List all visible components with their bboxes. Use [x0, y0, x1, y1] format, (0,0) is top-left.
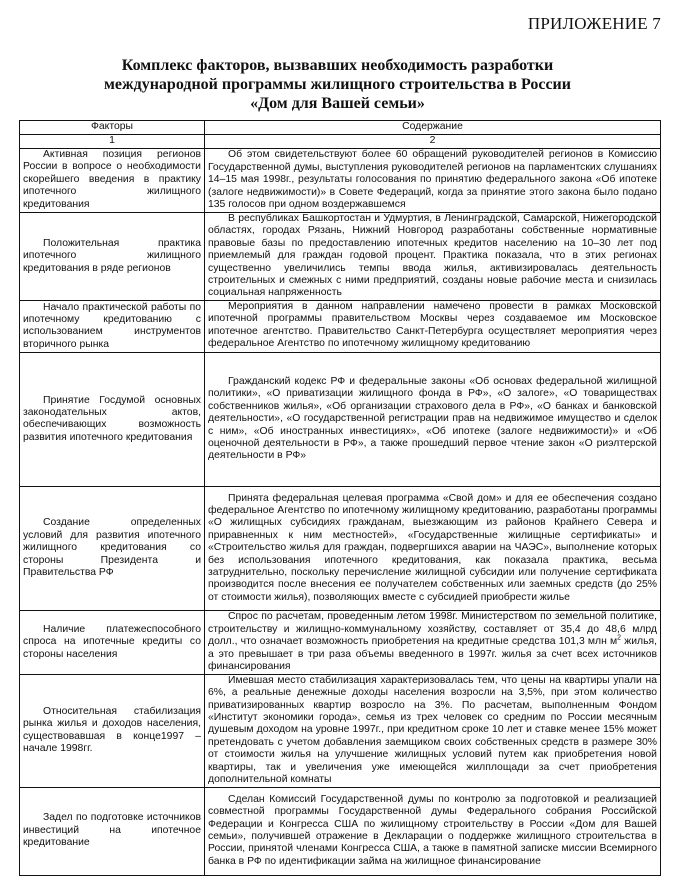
- appendix-label: ПРИЛОЖЕНИЕ 7: [527, 14, 661, 33]
- content-cell: [205, 213, 661, 301]
- content-text: Сделан Комиссий Государственной думы по контролю за подготовкой и реализацией совместной программы Государственной думы Федерального собрания Российской Федерации и Конгресса США по жилищному строительству в России «Дом для Вашей семьи», получившей отражение в Декларации о поддержке жилищного строительства в России, принятой членами Конгресса США, а также в памятной записке миссии Всемирного банка в РФ по идентификации займа на жилищное финансирование: [208, 793, 657, 867]
- column-header-content: Содержание: [205, 121, 661, 135]
- column-number: 2: [205, 135, 661, 149]
- factor-text: Задел по подготовке источников инвестиций на ипотечное кредитование: [23, 812, 201, 849]
- title-line: международной программы жилищного строительства в России: [104, 76, 571, 93]
- content-text: жилья, а это превышает в три раза объемы введенного в 1997г. жилья за счет всех источников финансирования: [208, 636, 657, 672]
- content-text: Принята федеральная целевая программа «Свой дом» и для ее обеспечения создано федеральное Агентство по ипотечному жилищному кредитованию, разработаны программы «О жилищных субсидиях гражданам, выезжающим из районов Крайнего Севера и приравненных к ним местностей», «Государственные жилищные сертификаты» и «Строительство жилья для граждан, подвергшихся аварии на ЧАЭС», выполнение которых без использования ипотечного кредитования, как показала практика, весьма затруднительно, поскольку перечисление жилищной субсидии или получение сертификата производится после внесения ее получателем собственных или заемных средств (до 25% от стоимости жилья), позволяющих вместе с субсидией приобрести жилье: [208, 492, 657, 603]
- factor-cell: [20, 149, 205, 213]
- factor-text: Создание определенных условий для развития ипотечного жилищного кредитования со стороны Президента и Правительства РФ: [23, 517, 201, 578]
- table-row: [20, 149, 661, 213]
- table-row: [20, 213, 661, 301]
- factor-cell: [20, 486, 205, 610]
- table-row: [20, 610, 661, 674]
- factors-table: [19, 120, 661, 876]
- content-text: Гражданский кодекс РФ и федеральные законы «Об основах федеральной жилищной политики», «О приватизации жилищного фонда в РФ», «О залоге», «О товариществах собственников жилья», «Об организации страхового дела в РФ», «О банках и банковской деятельности», «О государственной регистрации прав на недвижимое имущество и сделок с ним», «Об иностранных инвестициях», «Об ипотеке (залоге недвижимости)» и «Об оценочной деятельности в РФ», а также прошедший первое чтение закон «О риэлтерской деятельности в РФ»: [208, 375, 657, 462]
- factor-text: Активная позиция регионов России в вопросе о необходимости скорейшего введения в практику ипотечного жилищного кредитования: [23, 149, 201, 210]
- content-cell: [205, 610, 661, 674]
- table-row: [20, 787, 661, 875]
- content-cell: [205, 674, 661, 787]
- column-number: 1: [20, 135, 205, 149]
- factor-text: Положительная практика ипотечного жилищного кредитования в ряде регионов: [23, 237, 201, 274]
- superscript: 2: [617, 634, 622, 642]
- title-line: «Дом для Вашей семьи»: [250, 95, 425, 112]
- document-title: [0, 56, 675, 113]
- content-cell: [205, 149, 661, 213]
- content-text: Мероприятия в данном направлении намечено провести в рамках Московской ипотечной программы правительством Москвы через создаваемое им Московское ипотечное агентство. Правительство Санкт-Петербурга осуществляет мероприятия через федеральное Агентство по ипотечному жилищному кредитованию: [208, 300, 657, 350]
- factor-cell: [20, 352, 205, 486]
- content-text: Имевшая место стабилизация характеризовалась тем, что цены на квартиры упали на 6%, а реальные денежные доходы населения возросли на 3,5%, при этом количество приватизированных квартир возросло на 3%. По расчетам, выполненным Фондом «Институт экономики города», семья из трех человек со средним по России месячным душевым доходом на уровне 1997г., при кредитном сроке 10 лет и ставке менее 15% может претендовать с учетом добавления заемщиком своих собственных средств в размере 30% от стоимости жилья на улучшение жилищных условий путем как приобретения новой квартиры, так и увеличения уже имеющейся жилплощади за счет приобретения дополнительной комнаты: [208, 674, 657, 786]
- table-row: [20, 486, 661, 610]
- factor-text: Относительная стабилизация рынка жилья и доходов населения, существовавшая в конце1997 – начале 1998гг.: [23, 705, 201, 755]
- factor-cell: [20, 787, 205, 875]
- factor-cell: [20, 213, 205, 301]
- factor-text: Наличие платежеспособного спроса на ипотечные кредиты со стороны населения: [23, 623, 201, 660]
- content-text: В республиках Башкортостан и Удмуртия, в Ленинградской, Самарской, Нижегородской областях, городах Рязань, Нижний Новгород разработаны собственные нормативные правовые базы по предоставлению ипотечных кредитов населению на 10–30 лет под приемлемый для граждан годовой процент. Практика показала, что в этих регионах существенно увеличились темпы ввода жилья, активизировалась деятельность строительных и смежных с ними предприятий, созданы новые рабочие места и снизилась социальная напряженность: [208, 213, 657, 299]
- factor-cell: [20, 610, 205, 674]
- content-cell: [205, 300, 661, 352]
- factor-cell: [20, 300, 205, 352]
- column-number-row: [20, 135, 661, 149]
- content-text: Спрос по расчетам, проведенным летом 1998г. Министерством по земельной политике, строительству и жилищно-коммунальному хозяйству, составляет от 35,4 до 48,6 млрд долл., что означает возможность приобретения на кредитные средства 101,3 млн м: [208, 611, 657, 648]
- factor-text: Начало практической работы по ипотечному кредитованию с использованием инструментов вторичного рынка: [23, 301, 201, 350]
- content-text: Об этом свидетельствуют более 60 обращений руководителей регионов в Комиссию Государственной думы, выступления руководителей регионов на парламентских слушаниях 14–15 мая 1998г., результаты голосования по принятию федерального закона «Об ипотеке (залоге недвижимости)» в Совете Федераций, когда за принятие этого закона было подано 135 голосов при одном воздержавшемся: [208, 149, 657, 211]
- table-row: [20, 300, 661, 352]
- table-header-row: [20, 121, 661, 135]
- content-cell: [205, 787, 661, 875]
- table-row: [20, 352, 661, 486]
- factor-text: Принятие Госдумой основных законодательных актов, обеспечивающих возможность развития ипотечного кредитования: [23, 394, 201, 443]
- content-cell: [205, 352, 661, 486]
- table-row: [20, 674, 661, 787]
- title-line: Комплекс факторов, вызвавших необходимость разработки: [121, 57, 554, 74]
- factor-cell: [20, 674, 205, 787]
- content-cell: [205, 486, 661, 610]
- column-header-factors: Факторы: [20, 121, 205, 135]
